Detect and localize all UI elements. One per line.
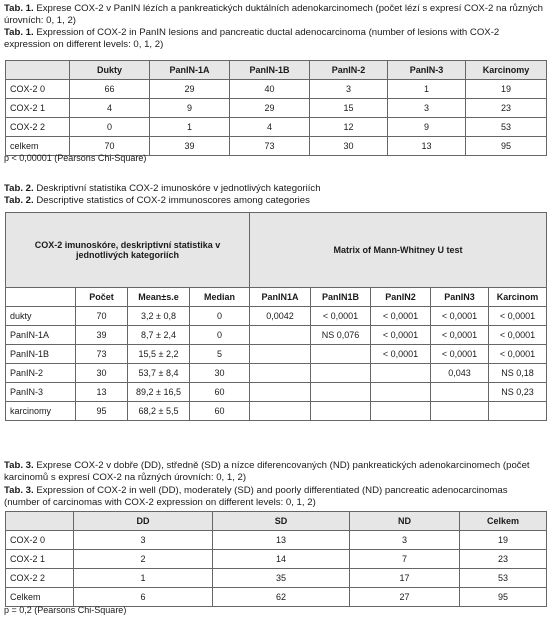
table-header-row — [6, 288, 547, 307]
row-label: COX-2 0 — [6, 531, 74, 550]
table-row — [6, 383, 547, 402]
cell: 0 — [70, 118, 150, 137]
header-cell: PanIN-2 — [310, 61, 388, 80]
cell: 39 — [150, 137, 230, 156]
table-row — [6, 569, 547, 588]
tab2-caption-cz: Tab. 2. Deskriptivní statistika COX-2 imunoskóre v jednotlivých kategoriích — [4, 183, 321, 194]
cell: 62 — [213, 588, 350, 607]
cell: < 0,0001 — [371, 345, 431, 364]
header-cell: Počet — [76, 288, 128, 307]
row-label: COX-2 1 — [6, 99, 70, 118]
row-label: COX-2 0 — [6, 80, 70, 99]
cell: 95 — [76, 402, 128, 421]
tab1-caption-cz: Tab. 1. Exprese COX-2 v PanIN lézích a pankreatických duktálních adenokarcinomech (počet lézí s expresí COX-2 na různých úrovních: 0, 1, 2) — [4, 3, 543, 26]
tab1-note: p < 0,00001 (Pearsons Chi-Square) — [4, 153, 147, 163]
cell: 9 — [388, 118, 466, 137]
cell: < 0,0001 — [489, 326, 547, 345]
header-cell: DD — [74, 512, 213, 531]
cell: < 0,0001 — [431, 345, 489, 364]
cell: NS 0,076 — [311, 326, 371, 345]
cell: 95 — [460, 588, 547, 607]
cell: 4 — [70, 99, 150, 118]
header-cell: Karcinom — [489, 288, 547, 307]
cell: 35 — [213, 569, 350, 588]
table-3 — [5, 511, 547, 607]
header-cell: PanIN1A — [250, 288, 311, 307]
cell: 73 — [230, 137, 310, 156]
cell — [311, 345, 371, 364]
table-header-row — [6, 512, 547, 531]
table-row — [6, 80, 547, 99]
cell: 60 — [190, 383, 250, 402]
cell: 14 — [213, 550, 350, 569]
cell: 3 — [74, 531, 213, 550]
cell: 60 — [190, 402, 250, 421]
header-cell: PanIN1B — [311, 288, 371, 307]
cell — [250, 402, 311, 421]
tab3-caption-en: Tab. 3. Expression of COX-2 in well (DD), moderately (SD) and poorly differentiated (ND) pancreatic adenocarcinomas (number of carcinomas with COX-2 expression on different levels: 0, 1, 2) — [4, 485, 508, 508]
cell: 1 — [388, 80, 466, 99]
table-row — [6, 531, 547, 550]
table-row — [6, 118, 547, 137]
cell: 17 — [350, 569, 460, 588]
cell — [431, 402, 489, 421]
cell: 0,043 — [431, 364, 489, 383]
cell: 0 — [190, 326, 250, 345]
tab3-caption-cz: Tab. 3. Exprese COX-2 v dobře (DD), středně (SD) a nízce diferencovaných (ND) pankreatických adenokarcinomech (počet karcinomů s expresí COX-2 na různých úrovních: 0, 1, 2) — [4, 460, 530, 483]
table-group-header-row — [6, 213, 547, 288]
cell — [311, 364, 371, 383]
row-label: COX-2 1 — [6, 550, 74, 569]
cell: 9 — [150, 99, 230, 118]
cell — [250, 383, 311, 402]
header-cell: PanIN3 — [431, 288, 489, 307]
cell: 27 — [350, 588, 460, 607]
row-label: karcinomy — [6, 402, 76, 421]
cell: 30 — [310, 137, 388, 156]
header-cell: ND — [350, 512, 460, 531]
cell: 39 — [76, 326, 128, 345]
cell: < 0,0001 — [431, 326, 489, 345]
group-header-descriptive: COX-2 imunoskóre, deskriptivní statistika v jednotlivých kategoriích — [6, 213, 250, 288]
row-label: PanIN-2 — [6, 364, 76, 383]
tab1-caption-en: Tab. 1. Expression of COX-2 in PanIN lesions and pancreatic ductal adenocarcinoma (number of lesions with COX-2 expression on different levels: 0, 1, 2) — [4, 27, 500, 50]
header-cell: Median — [190, 288, 250, 307]
cell: NS 0,18 — [489, 364, 547, 383]
row-label: dukty — [6, 307, 76, 326]
header-cell — [6, 288, 76, 307]
row-label: Celkem — [6, 588, 74, 607]
header-cell: PanIN-1B — [230, 61, 310, 80]
cell: < 0,0001 — [431, 307, 489, 326]
cell: 66 — [70, 80, 150, 99]
table-row — [6, 588, 547, 607]
header-cell — [6, 512, 74, 531]
table-2 — [5, 212, 547, 421]
cell: 29 — [150, 80, 230, 99]
cell — [489, 402, 547, 421]
cell: 12 — [310, 118, 388, 137]
cell: 4 — [230, 118, 310, 137]
cell: 53 — [466, 118, 547, 137]
cell — [371, 364, 431, 383]
row-label: COX-2 2 — [6, 118, 70, 137]
header-cell: PanIN-1A — [150, 61, 230, 80]
cell: 8,7 ± 2,4 — [128, 326, 190, 345]
cell — [311, 402, 371, 421]
cell: 13 — [76, 383, 128, 402]
cell: NS 0,23 — [489, 383, 547, 402]
cell: 3 — [350, 531, 460, 550]
cell: 19 — [466, 80, 547, 99]
cell: 29 — [230, 99, 310, 118]
header-cell — [6, 61, 70, 80]
row-label: PanIN-3 — [6, 383, 76, 402]
table-row — [6, 364, 547, 383]
row-label: PanIN-1A — [6, 326, 76, 345]
cell: 1 — [150, 118, 230, 137]
cell: 3 — [388, 99, 466, 118]
table-row — [6, 326, 547, 345]
cell — [250, 326, 311, 345]
cell: 30 — [76, 364, 128, 383]
cell: 3 — [310, 80, 388, 99]
cell: 68,2 ± 5,5 — [128, 402, 190, 421]
cell: 13 — [213, 531, 350, 550]
cell: 70 — [76, 307, 128, 326]
tab2-caption-en: Tab. 2. Descriptive statistics of COX-2 immunoscores among categories — [4, 195, 310, 206]
cell — [250, 345, 311, 364]
header-cell: Dukty — [70, 61, 150, 80]
cell: 70 — [70, 137, 150, 156]
cell — [371, 402, 431, 421]
tab3-note: p = 0,2 (Pearsons Chi-Square) — [4, 605, 127, 615]
cell: < 0,0001 — [489, 307, 547, 326]
table-row — [6, 307, 547, 326]
cell: 89,2 ± 16,5 — [128, 383, 190, 402]
cell: 6 — [74, 588, 213, 607]
cell: 53,7 ± 8,4 — [128, 364, 190, 383]
cell: 53 — [460, 569, 547, 588]
cell: 23 — [466, 99, 547, 118]
table-row — [6, 99, 547, 118]
cell: 0,0042 — [250, 307, 311, 326]
row-label: celkem — [6, 137, 70, 156]
cell: 1 — [74, 569, 213, 588]
cell: 40 — [230, 80, 310, 99]
cell: < 0,0001 — [489, 345, 547, 364]
table-header-row — [6, 61, 547, 80]
cell: 73 — [76, 345, 128, 364]
cell: 0 — [190, 307, 250, 326]
cell — [431, 383, 489, 402]
table-row — [6, 402, 547, 421]
group-header-mann-whitney: Matrix of Mann-Whitney U test — [250, 213, 547, 288]
cell: 19 — [460, 531, 547, 550]
header-cell: PanIN-3 — [388, 61, 466, 80]
cell: < 0,0001 — [311, 307, 371, 326]
cell: 13 — [388, 137, 466, 156]
cell — [311, 383, 371, 402]
cell: 5 — [190, 345, 250, 364]
cell — [371, 383, 431, 402]
cell: 95 — [466, 137, 547, 156]
cell: 7 — [350, 550, 460, 569]
cell: 23 — [460, 550, 547, 569]
cell: 15 — [310, 99, 388, 118]
header-cell: Celkem — [460, 512, 547, 531]
cell: 30 — [190, 364, 250, 383]
table-row — [6, 345, 547, 364]
cell: 3,2 ± 0,8 — [128, 307, 190, 326]
table-row — [6, 550, 547, 569]
table-1 — [5, 60, 547, 156]
cell: < 0,0001 — [371, 307, 431, 326]
cell: 15,5 ± 2,2 — [128, 345, 190, 364]
cell — [250, 364, 311, 383]
cell: 2 — [74, 550, 213, 569]
header-cell: Mean±s.e — [128, 288, 190, 307]
row-label: PanIN-1B — [6, 345, 76, 364]
header-cell: SD — [213, 512, 350, 531]
header-cell: Karcinomy — [466, 61, 547, 80]
header-cell: PanIN2 — [371, 288, 431, 307]
cell: < 0,0001 — [371, 326, 431, 345]
row-label: COX-2 2 — [6, 569, 74, 588]
